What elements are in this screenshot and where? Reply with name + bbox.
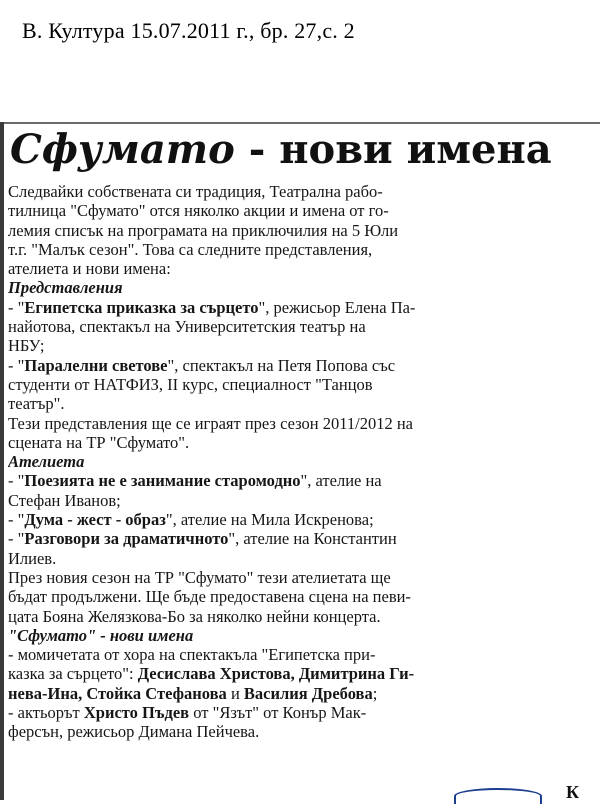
ink-mark	[454, 788, 542, 804]
headline-italic-part: Сфумато	[10, 126, 235, 173]
intro-line: ателиета и нови имена:	[8, 259, 171, 279]
new-names-line: - момичетата от хора на спектакъла "Египетска при-	[8, 645, 376, 665]
article-body	[8, 182, 586, 742]
workshops-note: През новия сезон на ТР "Сфумато" тези ателиетата ще	[8, 567, 391, 587]
workshop-item-2: - "Дума - жест - образ", ателие на Мила Искренова;	[8, 510, 374, 530]
workshop-item-3-cont: Илиев.	[8, 548, 57, 568]
article-headline	[10, 128, 590, 172]
new-names-line: ферсън, режисьор Димана Пейчева.	[8, 722, 260, 742]
section-heading-performances: Представления	[8, 278, 123, 298]
workshops-note: цата Бояна Желязкова-Бо за няколко нейни концерта.	[8, 606, 381, 626]
workshops-note: бъдат продължени. Ще бъде предоставена сцена на певи-	[8, 587, 411, 607]
source-citation: В. Култура 15.07.2011 г., бр. 27,с. 2	[22, 18, 355, 43]
new-names-line: казка за сърцето": Десислава Христова, Димитрина Ги-	[8, 664, 415, 684]
performances-note: сцената на ТР "Сфумато".	[8, 432, 190, 452]
performance-item-1-cont: найотова, спектакъл на Университетския театър на	[8, 317, 366, 337]
performances-note: Тези представления ще се играят през сезон 2011/2012 на	[8, 413, 413, 433]
section-heading-workshops: Ателиета	[8, 452, 85, 472]
workshop-item-1-cont: Стефан Иванов;	[8, 490, 121, 510]
headline-rest: - нови имена	[234, 126, 552, 173]
new-names-line: нева-Ина, Стойка Стефанова и Василия Дребова;	[8, 683, 378, 703]
intro-line: Следвайки собствената си традиция, Театрална рабо-	[8, 182, 383, 201]
performance-item-1-cont: НБУ;	[8, 336, 45, 356]
performance-item-2-cont: театър".	[8, 394, 65, 414]
workshop-item-3: - "Разговори за драматичното", ателие на Константин	[8, 529, 397, 549]
intro-line: лемия списък на програмата на приключилия на 5 Юли	[8, 220, 399, 240]
performance-item-2-cont: студенти от НАТФИЗ, II курс, специалност "Танцов	[8, 374, 373, 394]
intro-line: т.г. "Малък сезон". Това са следните представления,	[8, 239, 373, 259]
performance-item-1: - "Египетска приказка за сърцето", режисьор Елена Па-	[8, 297, 416, 317]
section-heading-new-names: "Сфумато" - нови имена	[8, 625, 194, 645]
performance-item-2: - "Паралелни светове", спектакъл на Петя Попова със	[8, 355, 396, 375]
clipping-left-edge	[0, 122, 4, 800]
new-names-line: - актьорът Христо Пъдев от "Язът" от Конър Мак-	[8, 703, 367, 723]
author-initial: К	[566, 782, 580, 802]
workshop-item-1: - "Поезията не е занимание старомодно", ателие на	[8, 471, 382, 491]
intro-line: тилница "Сфумато" отся няколко акции и имена от го-	[8, 201, 389, 221]
